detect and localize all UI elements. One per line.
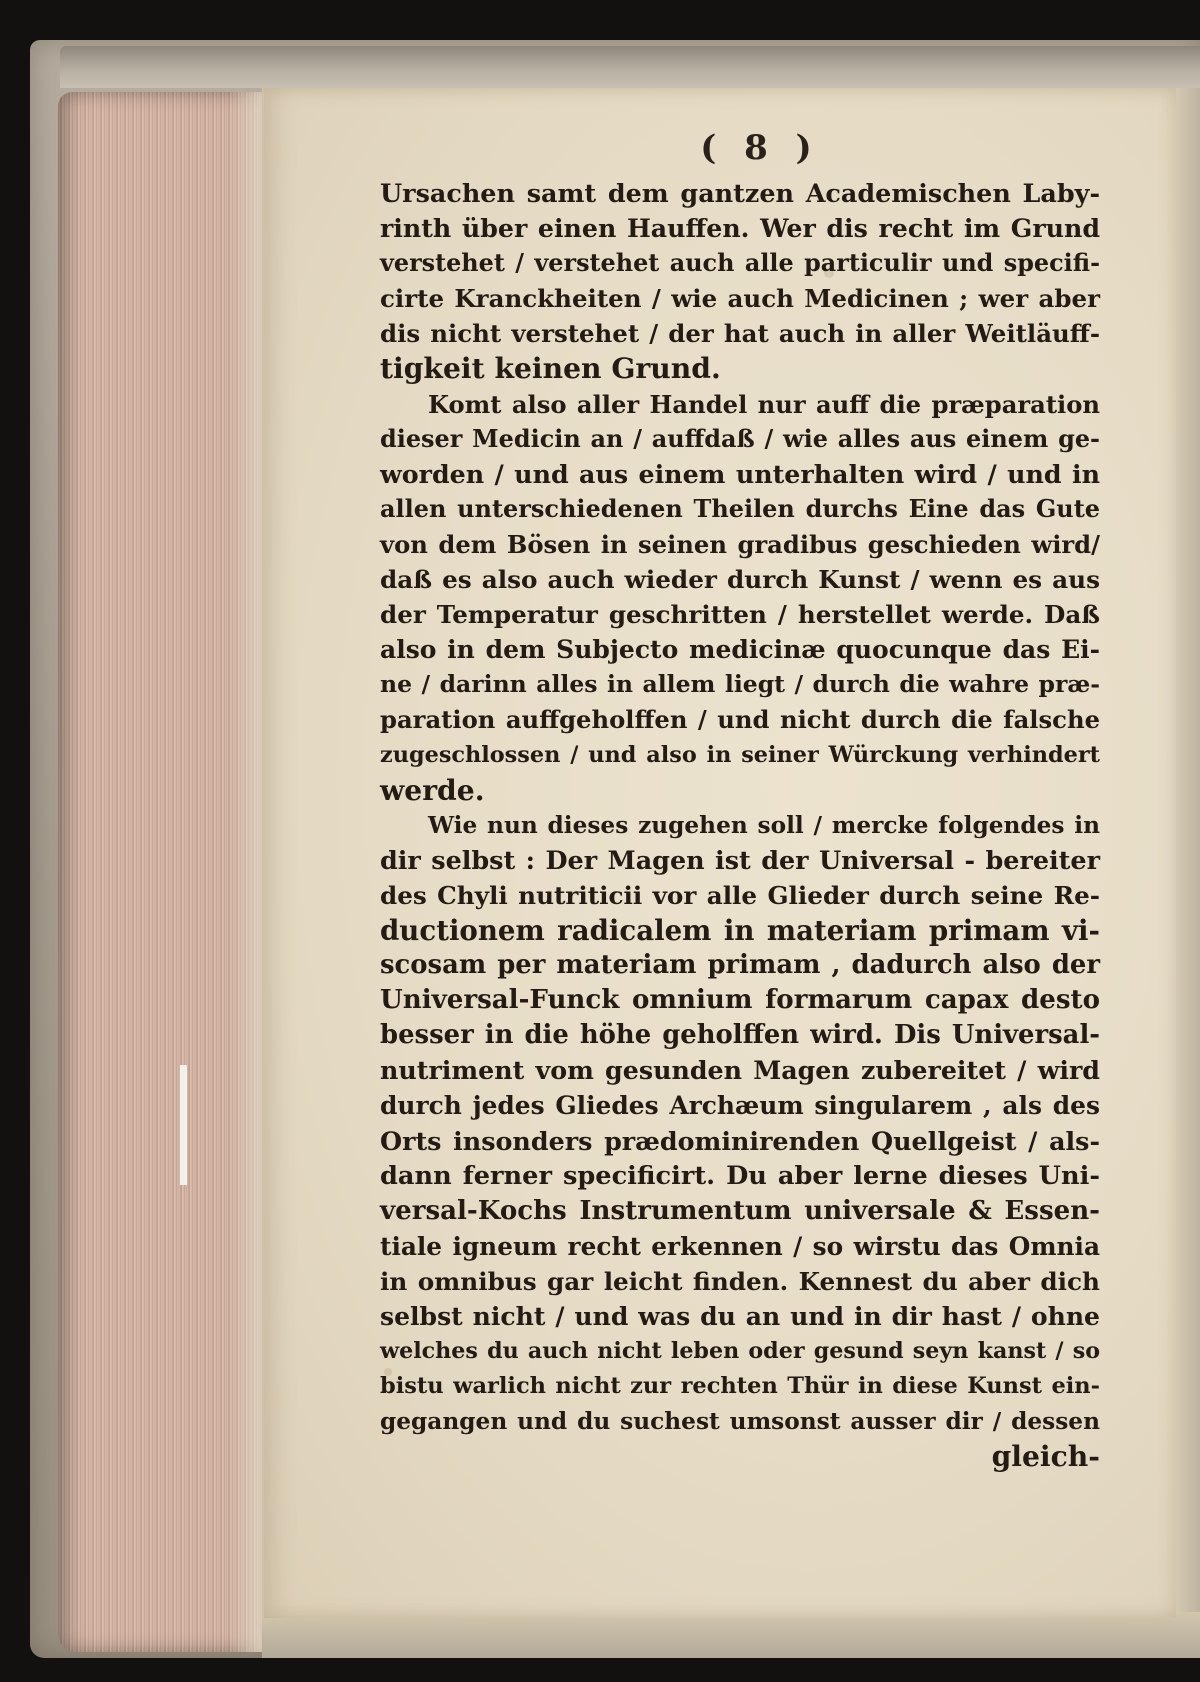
text-line: daß es also auch wieder durch Kunst / wenn es aus bbox=[380, 565, 1100, 595]
text-line: also in dem Subjecto medicinæ quocunque das Ei- bbox=[380, 635, 1100, 665]
text-line: versal-Kochs Instrumentum universale & Essen- bbox=[380, 1195, 1100, 1226]
text-line: rinth über einen Hauffen. Wer dis recht im Grund bbox=[380, 213, 1100, 244]
page-text bbox=[380, 176, 1100, 1474]
text-line: dieser Medicin an / auffdaß / wie alles aus einem ge- bbox=[380, 424, 1100, 453]
text-line: Ursachen samt dem gantzen Academischen Laby- bbox=[380, 178, 1100, 208]
text-line: tigkeit keinen Grund. bbox=[380, 352, 721, 386]
text-line: der Temperatur geschritten / herstellet werde. Daß bbox=[380, 600, 1100, 630]
bookmark-strip bbox=[180, 1065, 187, 1185]
text-line: scosam per materiam primam , dadurch also der bbox=[380, 950, 1100, 981]
text-line: Orts insonders prædominirenden Quellgeist / als- bbox=[380, 1125, 1100, 1156]
text-line: tiale igneum recht erkennen / so wirstu das Omnia bbox=[380, 1231, 1100, 1261]
text-line: besser in die höhe geholffen wird. Dis Universal- bbox=[380, 1020, 1100, 1051]
text-line: welches du auch nicht leben oder gesund seyn kanst / so bbox=[380, 1338, 1100, 1365]
text-line: verstehet / verstehet auch alle particulir und specifi- bbox=[380, 249, 1100, 278]
text-line: paration auffgeholffen / und nicht durch die falsche bbox=[380, 705, 1100, 735]
text-line: dann ferner specificirt. Du aber lerne dieses Uni- bbox=[380, 1160, 1100, 1191]
text-line: ductionem radicalem in materiam primam vi- bbox=[380, 913, 1100, 947]
page-stack-edges bbox=[58, 92, 268, 1652]
catchword: gleich- bbox=[991, 1440, 1100, 1474]
text-line: des Chyli nutriticii vor alle Glieder durch seine Re- bbox=[380, 880, 1100, 910]
text-line: selbst nicht / und was du an und in dir hast / ohne bbox=[380, 1301, 1100, 1331]
text-line: dir selbst : Der Magen ist der Universal - bereiter bbox=[380, 844, 1100, 875]
page-number: ( 8 ) bbox=[700, 128, 820, 168]
text-line: Komt also aller Handel nur auff die præparation bbox=[428, 389, 1100, 419]
text-line: werde. bbox=[380, 773, 485, 807]
page-bottom-edge bbox=[262, 1612, 1200, 1658]
text-line: Wie nun dieses zugehen soll / mercke folgendes in bbox=[428, 811, 1100, 839]
text-line: allen unterschiedenen Theilen durchs Eine das Gute bbox=[380, 494, 1100, 523]
text-line: gegangen und du suchest umsonst ausser dir / dessen bbox=[380, 1408, 1100, 1436]
text-line: cirte Kranckheiten / wie auch Medicinen ; wer aber bbox=[380, 284, 1100, 314]
text-line: durch jedes Gliedes Archæum singularem , als des bbox=[380, 1091, 1100, 1121]
text-line: worden / und aus einem unterhalten wird / und in bbox=[380, 458, 1100, 489]
text-line: Universal-Funck omnium formarum capax desto bbox=[380, 985, 1100, 1016]
page-right-edge bbox=[1172, 88, 1200, 1658]
text-line: in omnibus gar leicht finden. Kennest du aber dich bbox=[380, 1266, 1100, 1296]
text-line: dis nicht verstehet / der hat auch in aller Weitläuff- bbox=[380, 319, 1100, 349]
text-line: nutriment vom gesunden Magen zubereitet / wird bbox=[380, 1055, 1100, 1086]
text-line: bistu warlich nicht zur rechten Thür in diese Kunst ein- bbox=[380, 1373, 1100, 1400]
cover-top-edge bbox=[60, 46, 1200, 88]
text-line: zugeschlossen / und also in seiner Würckung verhindert bbox=[380, 741, 1100, 768]
text-line: ne / darinn alles in allem liegt / durch die wahre præ- bbox=[380, 670, 1100, 699]
text-line: von dem Bösen in seinen gradibus geschieden wird/ bbox=[380, 529, 1100, 559]
